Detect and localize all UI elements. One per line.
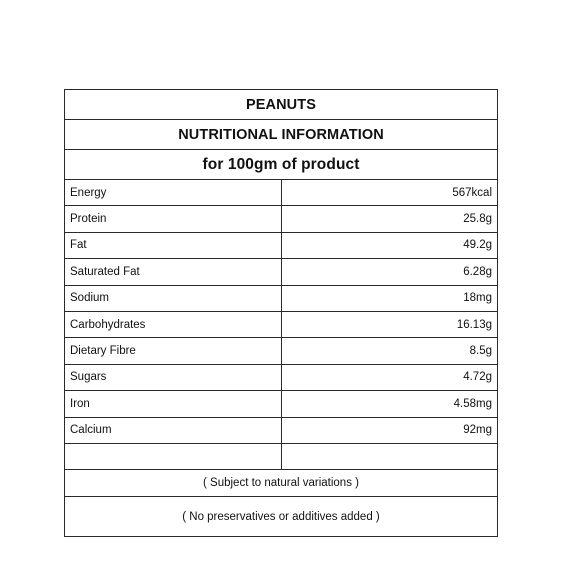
heading-row [65,120,498,150]
nutrient-name: Sodium [65,285,282,311]
table-row [65,364,498,390]
table-row [65,259,498,285]
nutrient-value: 4.72g [282,364,498,390]
nutrient-value [282,443,498,469]
table-row [65,311,498,337]
nutrient-value: 25.8g [282,206,498,232]
nutrition-table [64,89,498,537]
table-row [65,180,498,206]
table-row [65,391,498,417]
serving-basis: for 100gm of product [65,150,498,180]
nutrient-value: 92mg [282,417,498,443]
nutrient-value: 6.28g [282,259,498,285]
table-row-empty [65,443,498,469]
table-row [65,232,498,258]
nutrient-name: Energy [65,180,282,206]
basis-row [65,150,498,180]
product-row [65,90,498,120]
nutrient-value: 8.5g [282,338,498,364]
nutrient-value: 16.13g [282,311,498,337]
nutrient-value: 567kcal [282,180,498,206]
nutrient-name: Fat [65,232,282,258]
variation-note: ( Subject to natural variations ) [65,470,498,497]
table-heading: NUTRITIONAL INFORMATION [65,120,498,150]
product-title: PEANUTS [65,90,498,120]
preservatives-note-row [65,497,498,537]
variation-note-row [65,470,498,497]
table-row [65,285,498,311]
nutrient-name: Saturated Fat [65,259,282,285]
table-row [65,206,498,232]
nutrient-name: Carbohydrates [65,311,282,337]
table-row [65,338,498,364]
nutrient-name: Calcium [65,417,282,443]
nutrient-name: Dietary Fibre [65,338,282,364]
nutrient-value: 49.2g [282,232,498,258]
table-row [65,417,498,443]
nutrient-name: Sugars [65,364,282,390]
nutrient-value: 4.58mg [282,391,498,417]
nutrient-name: Iron [65,391,282,417]
nutrient-name: Protein [65,206,282,232]
nutrient-name [65,443,282,469]
nutrient-value: 18mg [282,285,498,311]
preservatives-note: ( No preservatives or additives added ) [65,497,498,537]
